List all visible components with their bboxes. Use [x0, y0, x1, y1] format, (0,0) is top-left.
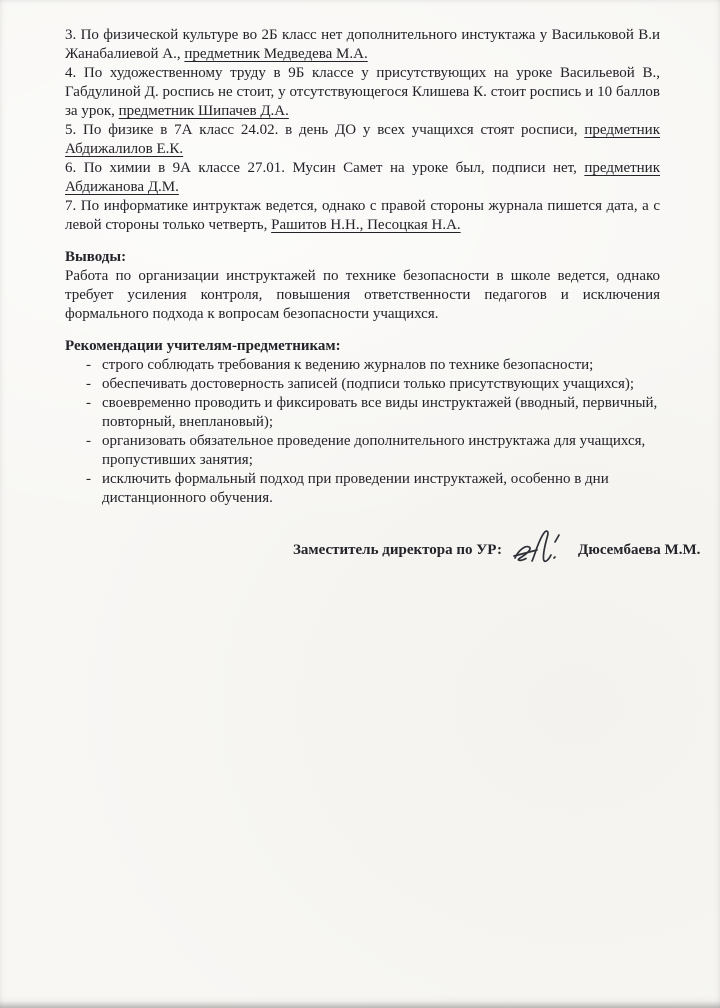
- finding-item-3: [65, 26, 660, 64]
- finding-item-3-text: 3. По физической культуре во 2Б класс нет дополнительного инстуктажа у Васильковой В.и Жанабалиевой А.,: [65, 27, 660, 62]
- finding-item-4-teacher-underlined: предметник Шипачев Д.А.: [118, 103, 289, 119]
- finding-item-3-teacher-underlined: предметник Медведева М.А.: [184, 46, 368, 62]
- dash-bullet-marker: -: [86, 433, 91, 449]
- recommendations-list: [65, 356, 660, 508]
- recommendation-text: организовать обязательное проведение дополнительного инструктажа для учащихся, пропустивших занятия;: [102, 433, 646, 468]
- recommendation-item: [65, 356, 660, 375]
- findings-list: [65, 26, 660, 235]
- handwritten-signature-icon: [510, 525, 564, 571]
- recommendation-text: исключить формальный подход при проведении инструктажей, особенно в дни дистанционного обучения.: [102, 471, 609, 506]
- signature-row: [65, 539, 701, 561]
- dash-bullet-marker: -: [86, 376, 91, 392]
- signatory-name: Дюсембаева М.М.: [578, 541, 701, 558]
- recommendation-text: строго соблюдать требования к ведению журналов по технике безопасности;: [102, 357, 594, 373]
- conclusions-heading: Выводы:: [65, 249, 127, 265]
- recommendations-heading: Рекомендации учителям-предметникам:: [65, 338, 341, 354]
- recommendation-item: [65, 470, 660, 508]
- finding-item-5-text: 5. По физике в 7А класс 24.02. в день ДО у всех учащихся стоят росписи,: [65, 122, 585, 138]
- finding-item-4: [65, 64, 660, 121]
- finding-item-7-text: 7. По информатике интруктаж ведется, однако с правой стороны журнала пишется дата, а с левой стороны только четверть,: [65, 198, 660, 233]
- recommendation-item: [65, 375, 660, 394]
- recommendation-text: обеспечивать достоверность записей (подписи только присутствующих учащихся);: [102, 376, 635, 392]
- conclusions-body: Работа по организации инструктажей по технике безопасности в школе ведется, однако требует усиления контроля, повышения ответственности педагогов и исключения формального подхода к вопросам безопасности учащихся.: [65, 268, 660, 322]
- recommendations-section: [65, 337, 660, 508]
- finding-item-6-text: 6. По химии в 9А классе 27.01. Мусин Самет на уроке был, подписи нет,: [65, 160, 585, 176]
- finding-item-6: [65, 159, 660, 197]
- signature-label: Заместитель директора по УР:: [293, 541, 503, 558]
- finding-item-5-teacher-underlined: предметник Абдижалилов Е.К.: [65, 122, 660, 157]
- scan-edge-shadow: [0, 1001, 720, 1008]
- conclusions-section: [65, 248, 660, 324]
- finding-item-7: [65, 197, 660, 235]
- recommendation-text: своевременно проводить и фиксировать все виды инструктажей (вводный, первичный, повторный, внеплановый);: [102, 395, 658, 430]
- dash-bullet-marker: -: [86, 395, 91, 411]
- finding-item-6-teacher-underlined: предметник Абдижанова Д.М.: [65, 160, 660, 195]
- recommendation-item: [65, 432, 660, 470]
- dash-bullet-marker: -: [86, 357, 91, 373]
- recommendation-item: [65, 394, 660, 432]
- finding-item-7-teacher-underlined: Рашитов Н.Н., Песоцкая Н.А.: [271, 217, 461, 233]
- finding-item-4-text: 4. По художественному труду в 9Б классе у присутствующих на уроке Васильевой В., Габдулиной Д. роспись не стоит, у отсутствующегося Клишева К. стоит роспись и 10 баллов за урок,: [65, 65, 660, 119]
- finding-item-5: [65, 121, 660, 159]
- dash-bullet-marker: -: [86, 471, 91, 487]
